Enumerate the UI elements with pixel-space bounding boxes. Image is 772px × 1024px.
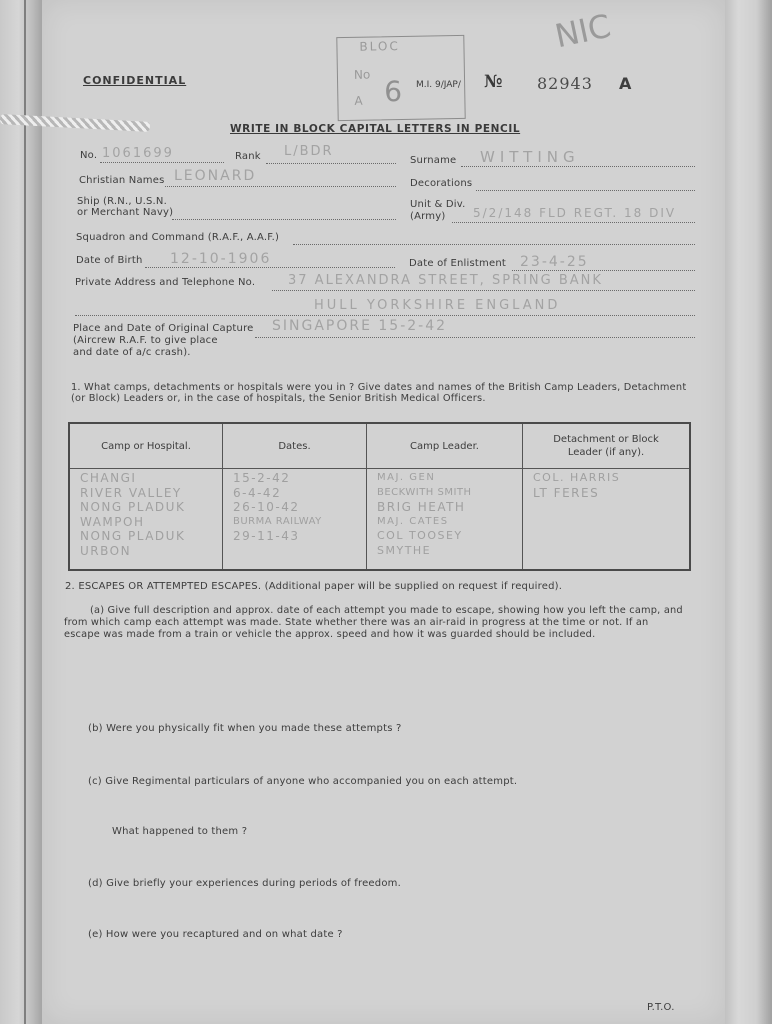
enlistment-line (512, 270, 695, 271)
binder-left-pages (0, 0, 46, 1024)
camp-name: NONG PLADUK (80, 500, 186, 515)
number-symbol: № (484, 72, 503, 92)
form-suffix: A (619, 74, 632, 93)
camp-date: 26-10-42 (233, 500, 300, 515)
address-value-line2: HULL YORKSHIRE ENGLAND (314, 298, 561, 313)
header-camp: Camp or Hospital. (69, 423, 223, 469)
camp-date: BURMA RAILWAY (233, 515, 322, 527)
header-camp-leader: Camp Leader. (367, 423, 523, 469)
question-2a-text-cont: from which camp each attempt was made. State whether there was an air-raid in progress at the time or not. If an (64, 617, 649, 628)
surname-label: Surname (410, 155, 457, 166)
camp-name: URBON (80, 543, 132, 558)
corner-handwritten-mark: NIC (551, 6, 615, 56)
stamp-line: A (354, 93, 363, 108)
header-dates: Dates. (223, 423, 367, 469)
unit-value: 5/2/148 FLD REGT. 18 DIV (473, 206, 677, 220)
dates-cell (223, 469, 367, 571)
camp-date: 29-11-43 (233, 529, 300, 544)
question-1-text: 1. What camps, detachments or hospitals were you in ? Give dates and names of the British Camp Leaders, Detachment (71, 382, 687, 393)
question-2c-followup: What happened to them ? (112, 826, 248, 837)
date-of-enlistment-label: Date of Enlistment (409, 258, 506, 269)
ship-line (172, 219, 396, 220)
camp-leader: SMYTHE (377, 543, 432, 557)
question-2a-text: (a) Give full description and approx. date of each attempt you made to escape, showing how you left the camp, and (90, 605, 683, 616)
dob-line (145, 267, 395, 268)
camp-table-row (69, 469, 690, 571)
rank-label: Rank (235, 151, 261, 162)
rank-value: L/BDR (284, 144, 334, 159)
camp-leader: BRIG HEATH (377, 500, 466, 515)
surname-value: WITTING (480, 148, 580, 166)
capture-label-sub1: (Aircrew R.A.F. to give place (73, 335, 218, 346)
date-of-enlistment-value: 23-4-25 (520, 254, 589, 270)
detachment-leader: LT FERES (533, 485, 600, 500)
date-of-birth-value: 12-10-1906 (170, 251, 272, 267)
christian-names-label: Christian Names (79, 175, 165, 186)
camp-table-header (69, 423, 690, 469)
camp-date: 6-4-42 (233, 485, 282, 500)
decorations-label: Decorations (410, 178, 473, 189)
service-number-value: 1061699 (102, 146, 174, 161)
question-2b-text: (b) Were you physically fit when you made these attempts ? (88, 723, 402, 734)
address-label: Private Address and Telephone No. (75, 277, 256, 288)
address-value-line1: 37 ALEXANDRA STREET, SPRING BANK (288, 273, 603, 288)
capture-label: Place and Date of Original Capture (73, 323, 254, 334)
question-1-text-cont: (or Block) Leaders or, in the case of hospitals, the Senior British Medical Officers. (71, 393, 486, 404)
decorations-line (476, 190, 695, 191)
rank-line (266, 163, 396, 164)
date-of-birth-label: Date of Birth (76, 255, 143, 266)
camp-name: CHANGI (80, 471, 137, 485)
squadron-label: Squadron and Command (R.A.F., A.A.F.) (76, 232, 280, 243)
camp-leader: BECKWITH SMITH (377, 486, 472, 498)
unit-line (452, 222, 695, 223)
capture-line (255, 337, 695, 338)
mi-reference: M.I. 9/JAP/ (416, 80, 461, 90)
squadron-line (293, 244, 695, 245)
unit-label: Unit & Div. (410, 199, 466, 210)
question-2-title: 2. ESCAPES OR ATTEMPTED ESCAPES. (Additional paper will be supplied on request if required). (65, 581, 563, 592)
ship-label-sub: or Merchant Navy) (77, 207, 174, 218)
question-2e-text: (e) How were you recaptured and on what date ? (88, 929, 343, 940)
address-line-1 (272, 290, 695, 291)
camp-name: NONG PLADUK (80, 529, 186, 544)
camp-leaders-cell (367, 469, 523, 571)
instruction-heading: WRITE IN BLOCK CAPITAL LETTERS IN PENCIL (230, 123, 521, 135)
binder-right-pages (720, 0, 772, 1024)
camp-name: RIVER VALLEY (80, 485, 182, 500)
question-2d-text: (d) Give briefly your experiences during periods of freedom. (88, 878, 401, 889)
camp-name: WAMPOH (80, 514, 145, 529)
stamp-line: BLOC (359, 39, 400, 54)
capture-label-sub2: and date of a/c crash). (73, 347, 191, 358)
camp-date: 15-2-42 (233, 471, 291, 485)
detachment-leader: COL. HARRIS (533, 471, 621, 484)
capture-value: SINGAPORE 15-2-42 (272, 318, 448, 334)
header-detachment: Detachment or Block Leader (if any). (523, 423, 691, 469)
no-line (100, 162, 224, 163)
camp-table (68, 422, 691, 571)
address-line-2 (75, 315, 695, 316)
christian-names-line (165, 186, 396, 187)
no-label: No. (80, 150, 98, 161)
camp-leader: COL TOOSEY (377, 529, 463, 543)
unit-label-sub: (Army) (410, 211, 446, 222)
question-2a-text-cont2: escape was made from a train or vehicle the approx. speed and how it was guarded should be included. (64, 629, 596, 640)
confidential-heading: CONFIDENTIAL (83, 74, 187, 87)
detachment-cell (523, 469, 691, 571)
question-2c-text: (c) Give Regimental particulars of anyone who accompanied you on each attempt. (88, 776, 518, 787)
stamp-line: No (353, 67, 371, 82)
ship-label: Ship (R.N., U.S.N. (77, 196, 167, 207)
camp-leader: MAJ. GEN (377, 472, 436, 483)
camp-names-cell (69, 469, 223, 571)
block-stamp (336, 35, 465, 121)
surname-line (461, 166, 695, 167)
stamp-handwritten-number: 6 (383, 74, 403, 109)
form-serial-number: 82943 (537, 74, 593, 93)
camp-leader: MAJ. CATES (377, 515, 449, 527)
christian-names-value: LEONARD (174, 168, 257, 184)
pto-footer: P.T.O. (647, 1002, 675, 1013)
